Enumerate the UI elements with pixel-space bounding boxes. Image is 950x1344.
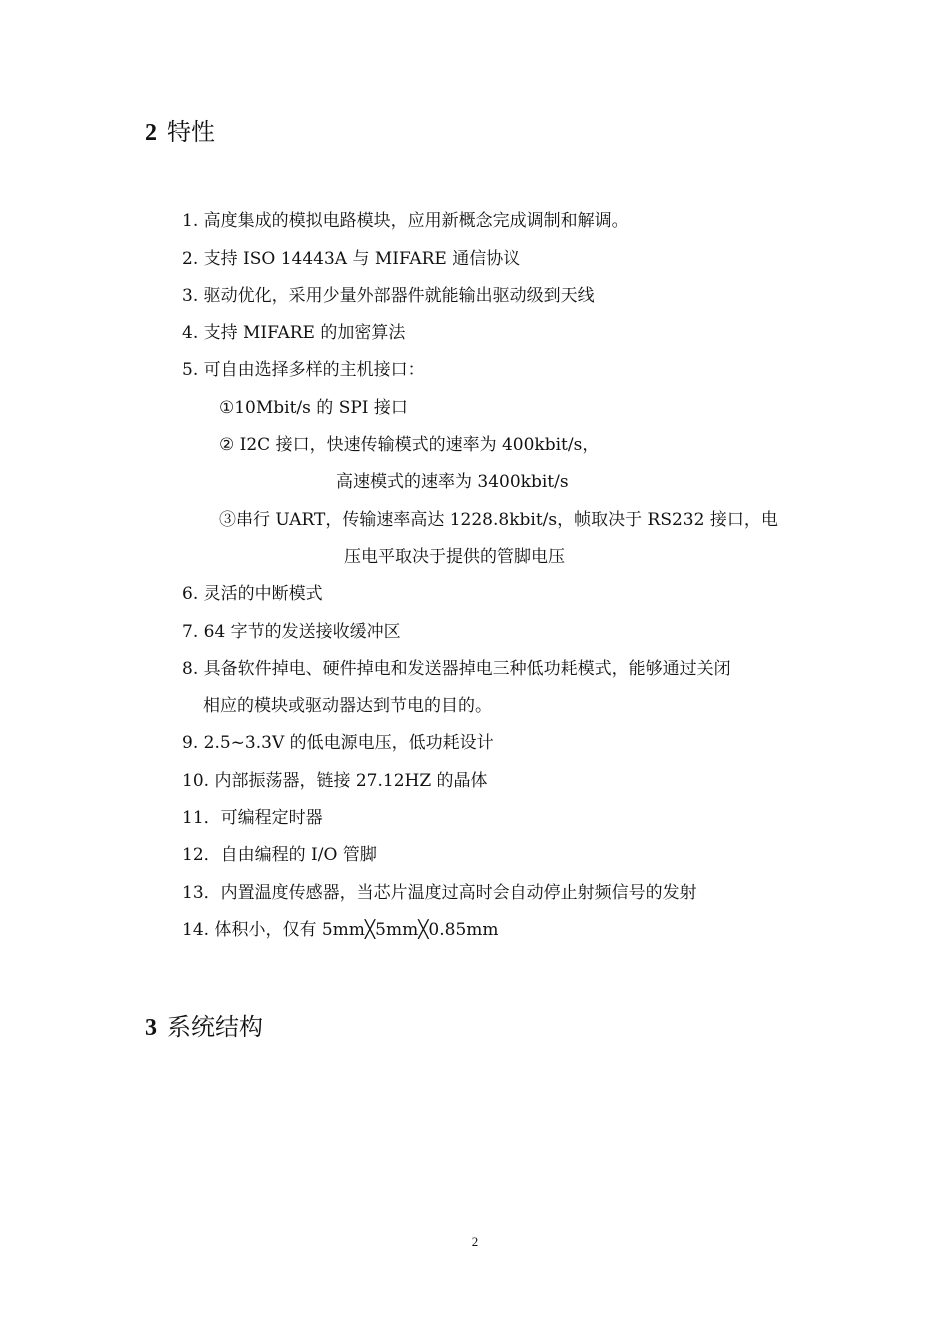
feature-item: 9. 2.5~3.3V 的低电源电压，低功耗设计 (182, 733, 494, 753)
feature-item: 7. 64 字节的发送接收缓冲区 (182, 622, 401, 642)
feature-item: 5. 可自由选择多样的主机接口： (182, 360, 425, 380)
interface-option: ①10Mbit/s 的 SPI 接口 (219, 398, 408, 418)
feature-item: 4. 支持 MIFARE 的加密算法 (182, 323, 406, 343)
section-heading-system-structure (145, 1012, 263, 1043)
section-title: 特性 (167, 118, 215, 146)
feature-item: 2. 支持 ISO 14443A 与 MIFARE 通信协议 (182, 249, 521, 269)
interface-option-continuation: 高速模式的速率为 3400kbit/s (336, 472, 569, 492)
interface-option: ③串行 UART，传输速率高达 1228.8kbit/s，帧取决于 RS232 接口，电 (219, 510, 778, 530)
feature-item: 12．自由编程的 I/O 管脚 (182, 845, 377, 865)
feature-item: 14. 体积小，仅有 5mm╳5mm╳0.85mm (182, 920, 499, 940)
section-heading-features (145, 117, 215, 148)
section-number: 3 (145, 1015, 157, 1041)
feature-item-continuation: 相应的模块或驱动器达到节电的目的。 (203, 696, 492, 716)
section-number: 2 (145, 120, 157, 146)
section-title: 系统结构 (167, 1013, 263, 1041)
feature-item: 3. 驱动优化，采用少量外部器件就能输出驱动级到天线 (182, 286, 595, 306)
interface-option-continuation: 压电平取决于提供的管脚电压 (344, 547, 565, 567)
feature-item: 8. 具备软件掉电、硬件掉电和发送器掉电三种低功耗模式，能够通过关闭 (182, 659, 731, 679)
feature-item: 6. 灵活的中断模式 (182, 584, 323, 604)
feature-item: 11．可编程定时器 (182, 808, 323, 828)
feature-item: 10. 内部振荡器，链接 27.12HZ 的晶体 (182, 771, 488, 791)
page-number: 2 (471, 1234, 479, 1249)
interface-option: ② I2C 接口，快速传输模式的速率为 400kbit/s， (219, 435, 600, 455)
feature-item: 13．内置温度传感器，当芯片温度过高时会自动停止射频信号的发射 (182, 883, 697, 903)
feature-item: 1. 高度集成的模拟电路模块，应用新概念完成调制和解调。 (182, 211, 629, 231)
